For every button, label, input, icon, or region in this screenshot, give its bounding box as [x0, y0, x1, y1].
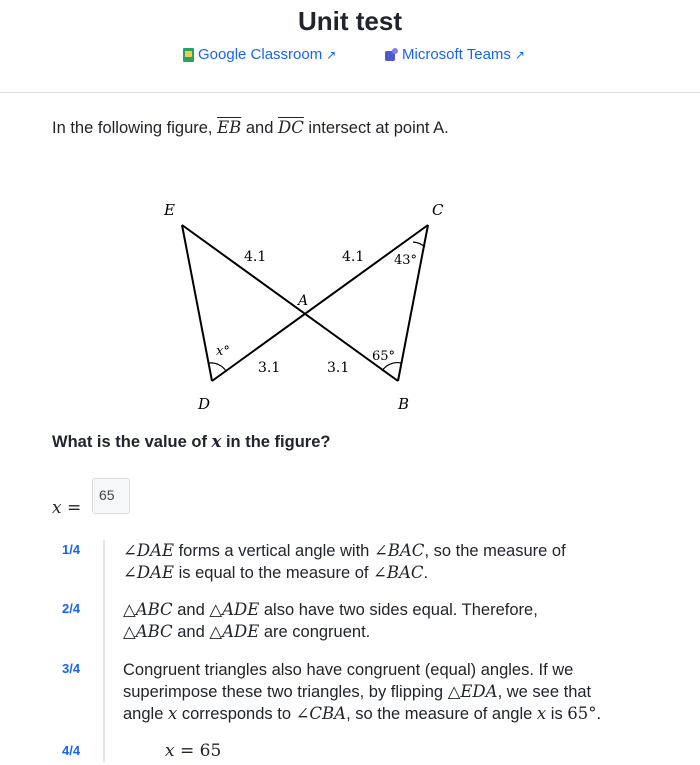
- hint3-variable: x: [167, 704, 178, 723]
- hint1-text: .: [423, 564, 429, 582]
- google-classroom-label: Google Classroom: [198, 46, 323, 63]
- question-text: [52, 118, 449, 138]
- answer-equals: =: [61, 498, 82, 518]
- hint3-text: superimpose these two triangles, by flipping: [123, 683, 448, 701]
- label-c: C: [432, 201, 444, 219]
- label-b: B: [398, 395, 410, 413]
- hint2-triangle-abc: △ABC: [123, 600, 173, 619]
- hint2-text: and: [172, 601, 210, 619]
- prompt-text: What is the value of: [52, 433, 212, 451]
- hint2-text: and: [172, 623, 210, 641]
- hint-1: [123, 540, 663, 584]
- question-prompt: [52, 432, 330, 452]
- hint2-triangle-ade: △ADE: [209, 600, 260, 619]
- hint1-text: forms a vertical angle with: [174, 542, 374, 560]
- hint4-variable: x: [165, 741, 175, 761]
- answer-input[interactable]: 65: [92, 478, 130, 514]
- microsoft-teams-icon: [382, 48, 398, 62]
- hint-number-1: 1/4: [62, 542, 81, 557]
- prompt-variable: x: [211, 432, 222, 451]
- angle-d-arc: [209, 363, 226, 371]
- hint3-text: is: [546, 705, 568, 723]
- angle-c-label: 43°: [394, 253, 418, 268]
- hint3-text: angle: [123, 705, 168, 723]
- answer-variable: x: [52, 498, 62, 518]
- line-eb: [182, 225, 398, 381]
- google-classroom-link[interactable]: [183, 46, 336, 63]
- hint-number-4: 4/4: [62, 743, 81, 758]
- question-intro: In the following figure,: [52, 119, 218, 137]
- hint1-angle-bac: ∠BAC: [373, 563, 424, 582]
- prompt-text-end: in the figure?: [221, 433, 331, 451]
- segment-eb: $\overline{EB}$: [217, 118, 242, 137]
- hint-number-2: 2/4: [62, 601, 81, 616]
- hint1-angle-dae: ∠DAE: [123, 563, 175, 582]
- hint2-text: also have two sides equal. Therefore,: [259, 601, 538, 619]
- label-a: A: [298, 293, 309, 309]
- hint3-text: corresponds to: [177, 705, 296, 723]
- hint1-angle-bac: ∠BAC: [373, 541, 425, 560]
- hint3-variable: x: [536, 704, 547, 723]
- length-ea: 4.1: [244, 249, 267, 265]
- segment-ed: [182, 225, 212, 381]
- google-classroom-icon: [183, 48, 194, 62]
- hint3-angle-cba: ∠CBA: [295, 704, 347, 723]
- hint2-triangle-ade: △ADE: [209, 622, 260, 641]
- hint3-text: , we see that: [497, 683, 592, 701]
- segment-cb: [398, 225, 428, 381]
- length-da: 3.1: [258, 360, 281, 376]
- hint3-text: Congruent triangles also have congruent (equal) angles. If we: [123, 661, 574, 679]
- hint-3: [123, 659, 663, 725]
- label-e: E: [164, 201, 175, 219]
- hint4-value: 65: [199, 741, 222, 761]
- label-d: D: [198, 395, 211, 413]
- page-title: Unit test: [298, 6, 402, 36]
- question-and: and: [241, 119, 278, 137]
- hint3-text: , so the measure of angle: [346, 705, 537, 723]
- hint1-text: , so the measure of: [424, 542, 566, 560]
- length-ac: 4.1: [342, 249, 365, 265]
- hint1-angle-dae: ∠DAE: [123, 541, 175, 560]
- hint4-equals: =: [174, 741, 200, 761]
- answer-label: [52, 498, 81, 518]
- angle-c-arc: [413, 242, 425, 247]
- hints-divider: [103, 540, 105, 762]
- angle-b-label: 65°: [372, 349, 396, 364]
- geometry-figure: [150, 195, 450, 420]
- length-ab: 3.1: [327, 360, 350, 376]
- segment-dc: $\overline{DC}$: [277, 118, 304, 137]
- microsoft-teams-link[interactable]: [382, 46, 525, 63]
- angle-d-label: x°: [216, 344, 230, 359]
- hint-4: [165, 740, 700, 762]
- external-link-icon: ↗: [514, 47, 525, 62]
- microsoft-teams-label: Microsoft Teams: [402, 46, 511, 63]
- hint3-angle-value: 65°: [567, 704, 597, 723]
- question-intro-end: intersect at point A.: [303, 119, 449, 137]
- page-header: [0, 0, 700, 93]
- hint2-text: are congruent.: [259, 623, 371, 641]
- hint3-triangle-eda: △EDA: [447, 682, 498, 701]
- hint-2: [123, 599, 663, 643]
- hint2-triangle-abc: △ABC: [123, 622, 173, 641]
- hint1-text: is equal to the measure of: [174, 564, 374, 582]
- hint3-text: .: [596, 705, 602, 723]
- hint-number-3: 3/4: [62, 661, 81, 676]
- external-link-icon: ↗: [326, 47, 337, 62]
